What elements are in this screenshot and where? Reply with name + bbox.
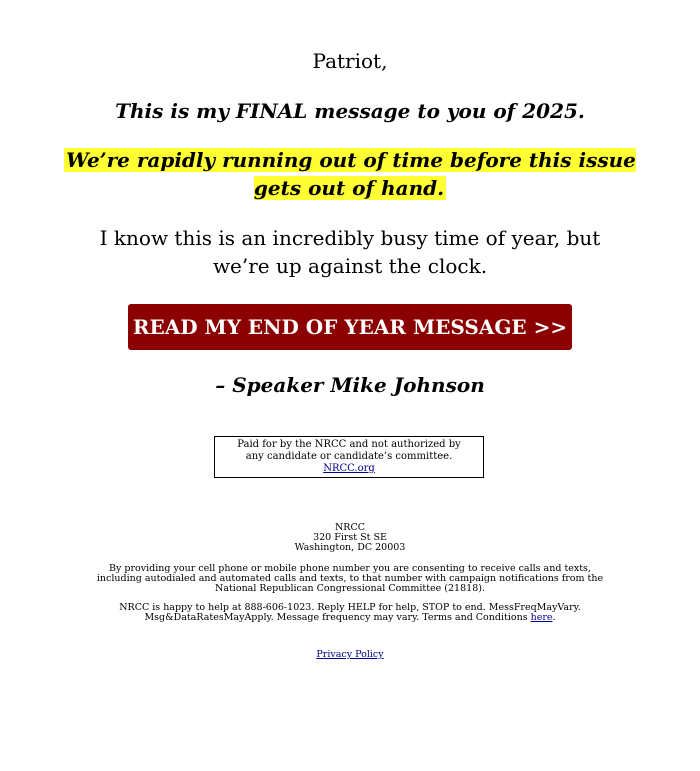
privacy-policy xyxy=(90,650,610,660)
help-period: . xyxy=(552,612,556,623)
footer-address xyxy=(90,523,610,553)
paid-for-disclaimer xyxy=(214,436,484,478)
nrcc-link[interactable]: NRCC.org xyxy=(323,463,375,474)
signature: – Speaker Mike Johnson xyxy=(215,373,485,397)
read-message-button[interactable]: READ MY END OF YEAR MESSAGE >> xyxy=(128,304,572,350)
body-paragraph: I know this is an incredibly busy time of year, but we’re up against the clock. xyxy=(99,226,601,278)
terms-link[interactable]: here xyxy=(530,612,553,623)
consent-text: By providing your cell phone or mobile phone number you are consenting to receive calls and texts, including autodialed and automated calls and texts, to that number with campaign notifications from the National Republican Congressional Committee (21818). xyxy=(96,563,604,594)
disclaimer-text xyxy=(233,439,465,475)
highlighted-text: We’re rapidly running out of time before this issue gets out of hand. xyxy=(66,148,636,200)
headline: This is my FINAL message to you of 2025. xyxy=(115,99,585,123)
greeting: Patriot, xyxy=(312,49,388,73)
street-address: 320 First St SE xyxy=(313,532,387,543)
disclaimer-body: Paid for by the NRCC and not authorized by any candidate or candidate’s committee. xyxy=(237,439,461,462)
city-address: Washington, DC 20003 xyxy=(294,542,406,553)
privacy-policy-link[interactable]: Privacy Policy xyxy=(316,649,384,660)
org-name: NRCC xyxy=(334,522,365,533)
urgent-message xyxy=(40,146,660,202)
help-body: NRCC is happy to help at 888-606-1023. Reply HELP for help, STOP to end. MessFreqMayVary. Msg&DataRatesMayApply. Message frequency may vary. Terms and Conditions xyxy=(119,602,581,623)
help-text xyxy=(90,603,610,623)
